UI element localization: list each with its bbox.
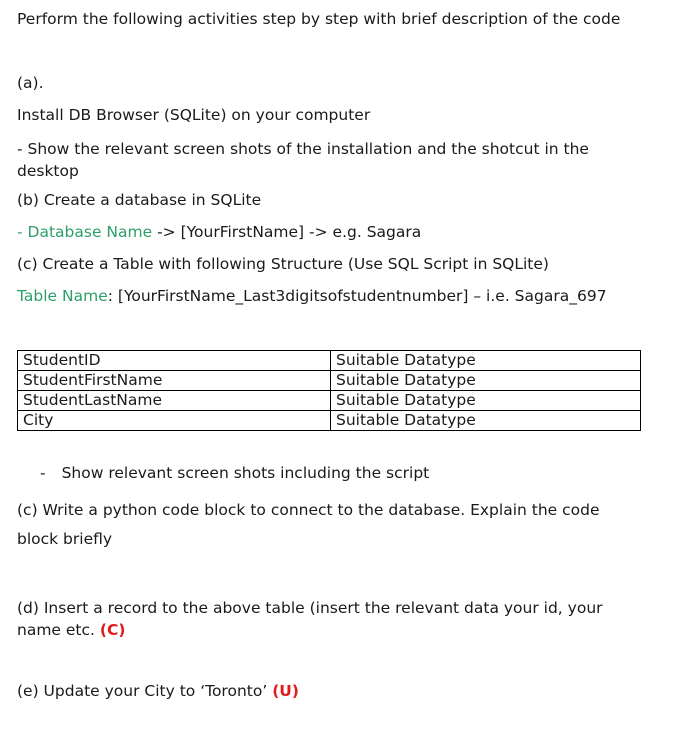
bullet-text: Show relevant screen shots including the script <box>61 464 430 482</box>
datatype-cell: Suitable Datatype <box>331 411 641 431</box>
field-name-cell: StudentID <box>18 351 331 371</box>
part-e-tag: (U) <box>272 682 299 700</box>
part-d-text: (d) Insert a record to the above table (insert the relevant data your id, your name etc. <box>17 599 603 639</box>
part-c1-table-name <box>17 287 607 305</box>
bullet-dash: - <box>40 464 46 482</box>
table-row <box>18 391 641 411</box>
field-name-cell: City <box>18 411 331 431</box>
table-row <box>18 411 641 431</box>
part-d-tag: (C) <box>99 621 126 639</box>
datatype-cell: Suitable Datatype <box>331 371 641 391</box>
part-a-install: Install DB Browser (SQLite) on your computer <box>17 106 371 124</box>
structure-table <box>17 350 641 431</box>
table-row <box>18 371 641 391</box>
part-a-label: (a). <box>17 74 44 92</box>
field-name-cell: StudentFirstName <box>18 371 331 391</box>
datatype-cell: Suitable Datatype <box>331 351 641 371</box>
part-c1-title: (c) Create a Table with following Structure (Use SQL Script in SQLite) <box>17 255 549 273</box>
db-name-label: - Database Name <box>17 223 153 241</box>
part-b-title: (b) Create a database in SQLite <box>17 191 262 209</box>
field-name-cell: StudentLastName <box>18 391 331 411</box>
part-a-show: - Show the relevant screen shots of the installation and the shotcut in the desktop <box>17 140 589 180</box>
db-name-value: -> [YourFirstName] -> e.g. Sagara <box>152 223 422 241</box>
table-name-value: : [YourFirstName_Last3digitsofstudentnumber] – i.e. Sagara_697 <box>107 287 607 305</box>
heading: Perform the following activities step by step with brief description of the code <box>17 10 621 28</box>
part-c2-text: (c) Write a python code block to connect to the database. Explain the code block briefly <box>17 501 600 548</box>
table-row <box>18 351 641 371</box>
datatype-cell: Suitable Datatype <box>331 391 641 411</box>
part-d <box>17 597 627 641</box>
bullet-item <box>40 464 429 482</box>
part-b-db-name <box>17 223 421 241</box>
part-e-text: (e) Update your City to ‘Toronto’ <box>17 682 273 700</box>
part-e <box>17 682 299 700</box>
table-name-label: Table Name <box>17 287 108 305</box>
